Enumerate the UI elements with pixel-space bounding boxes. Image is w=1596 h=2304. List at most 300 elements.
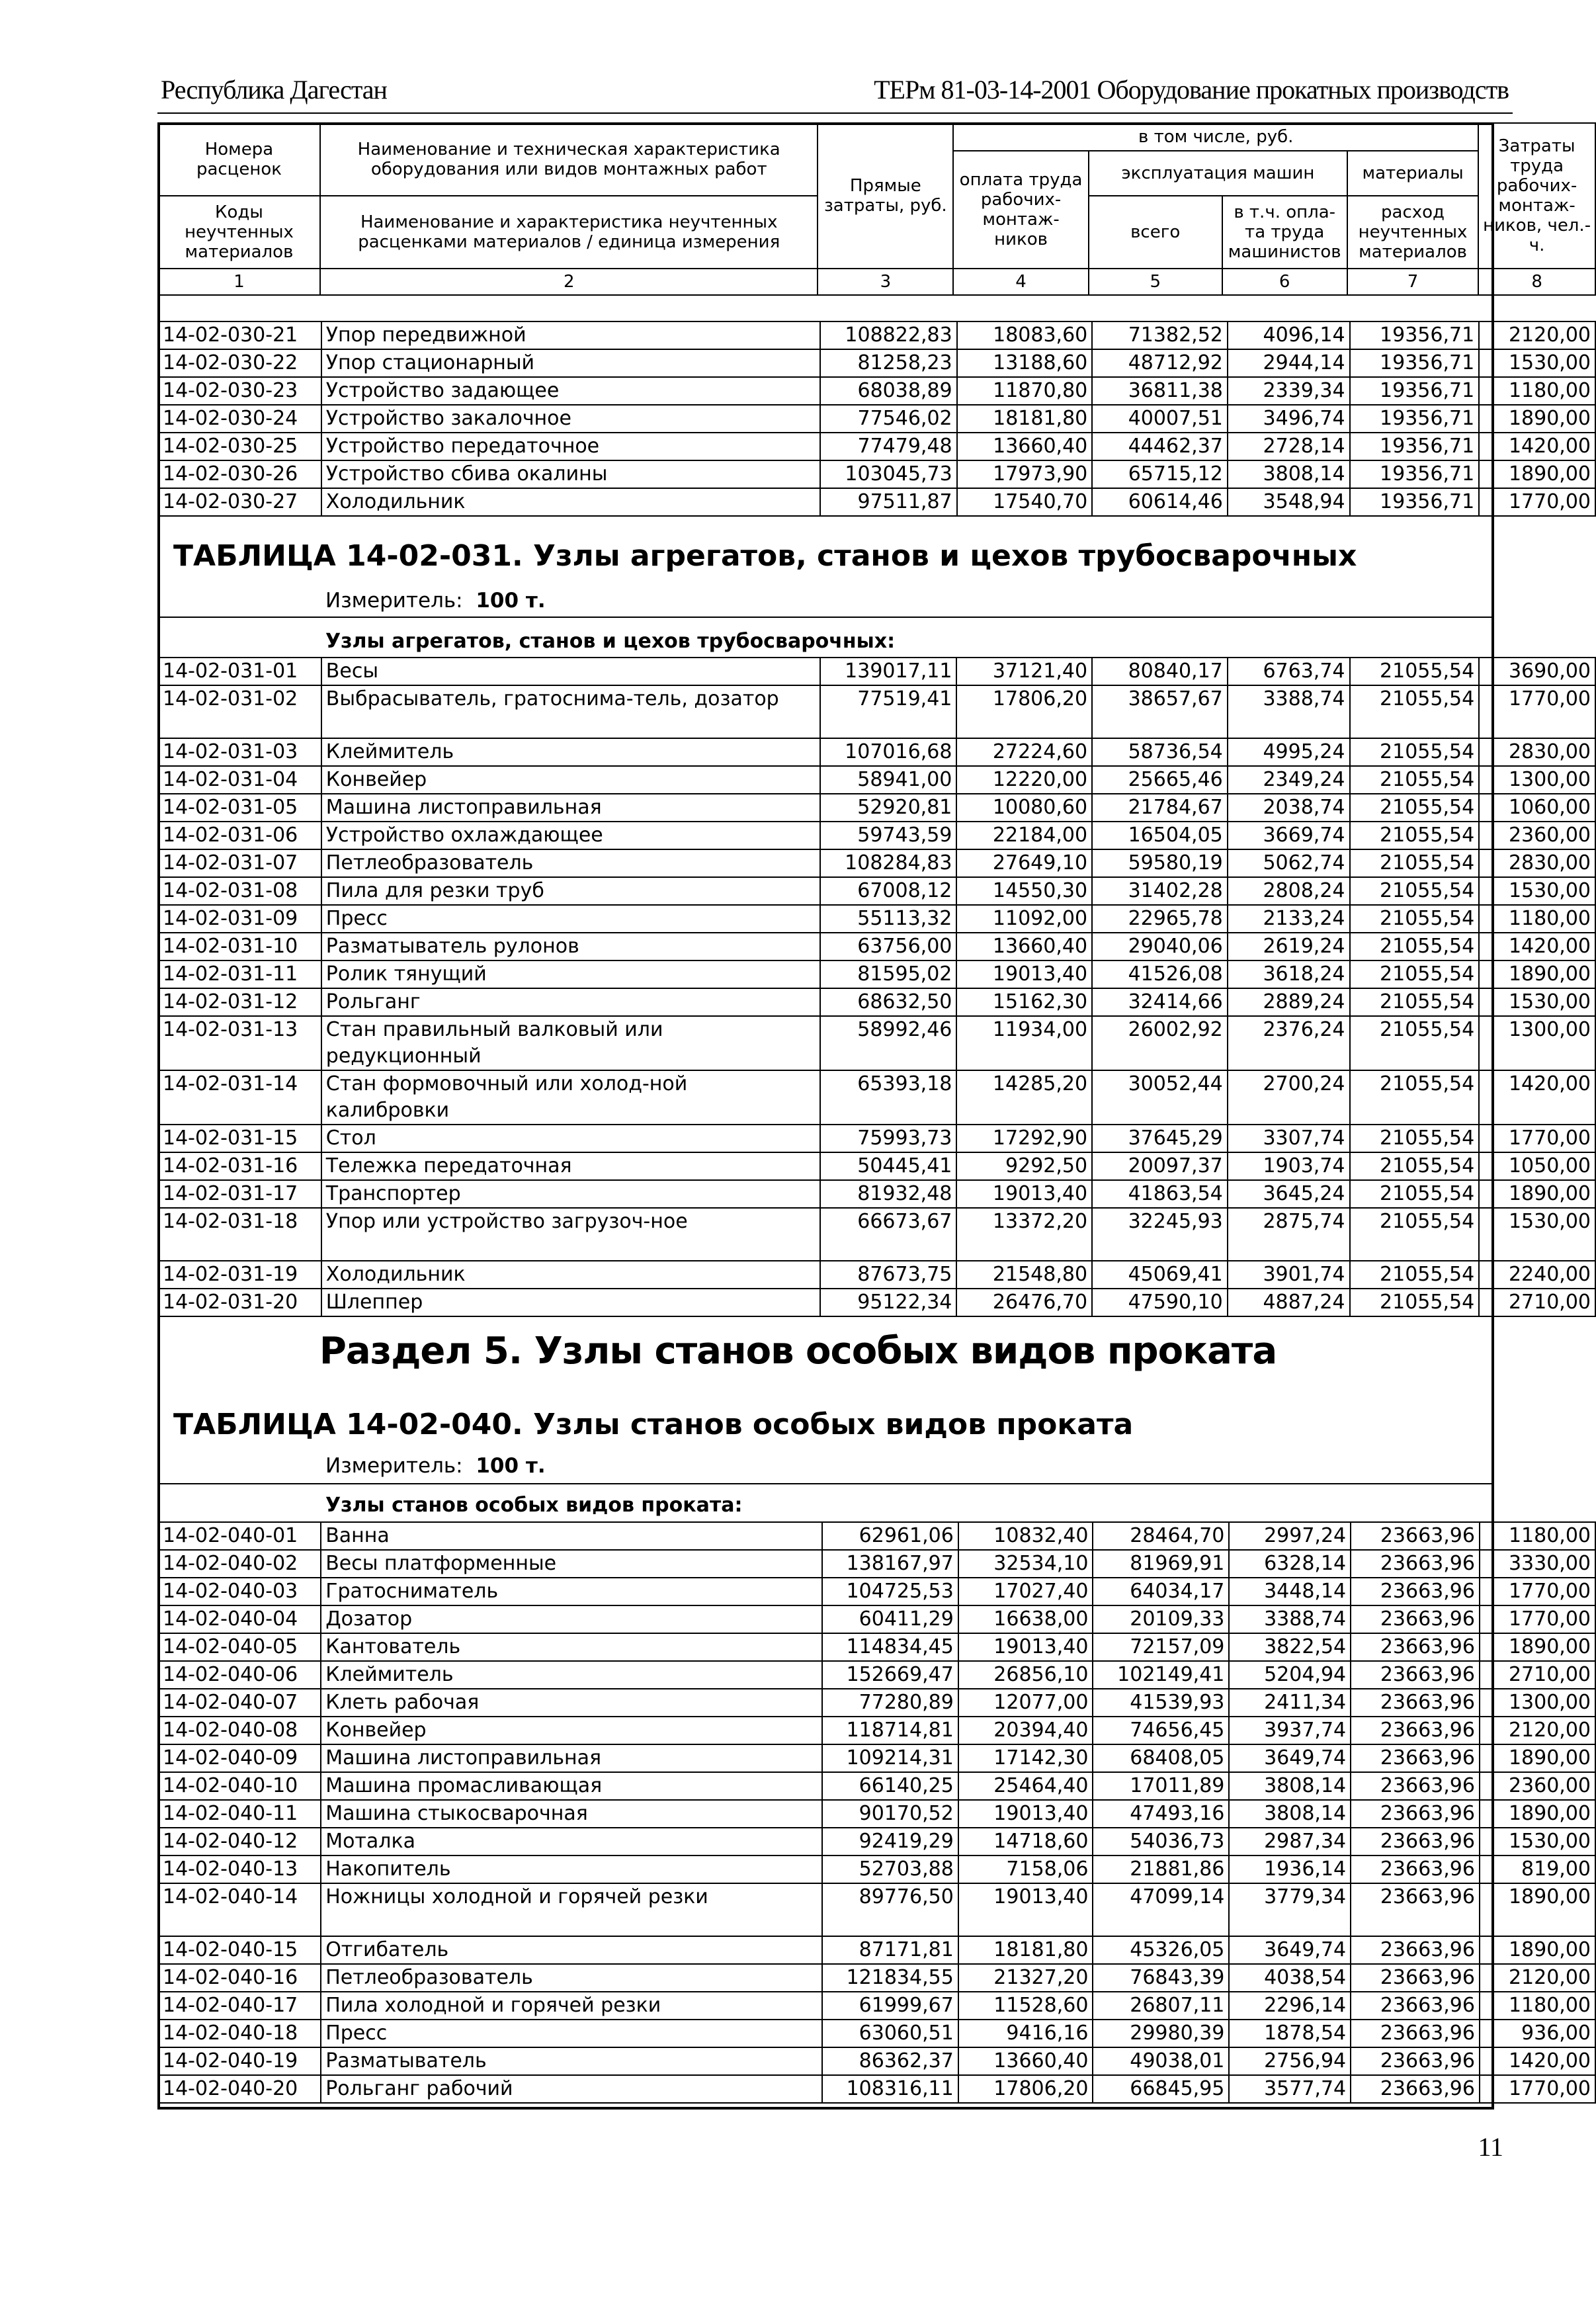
cell-hours: 1890,00 [1480,1936,1595,1964]
cell-mat: 21055,54 [1350,1125,1480,1152]
cell-hours: 1890,00 [1479,1180,1595,1208]
header-rule [157,112,1513,114]
cell-code: 14-02-031-16 [158,1152,321,1180]
cell-labor: 37121,40 [956,658,1092,685]
cell-direct: 52920,81 [820,794,957,822]
cell-name: Тележка передаточная [321,1152,820,1180]
cell-mat: 21055,54 [1350,1180,1480,1208]
cell-name: Моталка [321,1828,822,1856]
cell-mat: 23663,96 [1351,1856,1480,1883]
cell-code: 14-02-030-24 [158,405,321,433]
cell-mat: 21055,54 [1350,1016,1480,1070]
cell-code: 14-02-031-01 [158,658,321,685]
cell-mach_incl: 3618,24 [1228,960,1350,988]
cell-mach: 30052,44 [1092,1070,1228,1125]
cell-mach_incl: 3496,74 [1228,405,1350,433]
col-header-name: Наименование и техническая характеристика оборудования или видов монтажных работ [320,123,818,196]
cell-labor: 17027,40 [958,1578,1093,1605]
cell-direct: 59743,59 [820,822,957,849]
cell-name: Пила холодной и горячей резки [321,1992,822,2020]
cell-labor: 32534,10 [958,1550,1093,1578]
cell-name: Пресс [321,2020,822,2047]
cell-name: Ролик тянущий [321,960,820,988]
cell-mach: 45326,05 [1093,1936,1229,1964]
cell-mat: 21055,54 [1350,738,1480,766]
cell-hours: 2710,00 [1480,1661,1595,1689]
cell-mat: 21055,54 [1350,988,1480,1016]
cell-mach: 47099,14 [1093,1883,1229,1936]
cell-code: 14-02-031-15 [158,1125,321,1152]
cell-direct: 86362,37 [822,2047,958,2075]
cell-mach_incl: 3779,34 [1229,1883,1351,1936]
cell-hours: 2360,00 [1480,1772,1595,1800]
cell-mach: 32245,93 [1092,1208,1228,1261]
cell-labor: 19013,40 [956,960,1092,988]
cell-name: Кантователь [321,1633,822,1661]
cell-mat: 21055,54 [1350,766,1480,794]
cell-mach: 81969,91 [1093,1550,1229,1578]
cell-mach: 44462,37 [1092,433,1228,460]
cell-mach: 49038,01 [1093,2047,1229,2075]
cell-mach_incl: 3937,74 [1229,1717,1351,1744]
cell-mach_incl: 3548,94 [1228,488,1350,516]
cell-hours: 2120,00 [1479,321,1595,349]
col-header-incl: в том числе, руб. [953,123,1478,151]
col-number: 4 [953,269,1089,295]
cell-hours: 1530,00 [1480,1828,1595,1856]
cell-mach: 76843,39 [1093,1964,1229,1992]
cell-mach: 20097,37 [1092,1152,1228,1180]
cell-code: 14-02-040-13 [158,1856,321,1883]
cell-name: Гратосниматель [321,1578,822,1605]
cell-name: Стан правильный валковый или редукционный [321,1016,820,1070]
cell-code: 14-02-040-08 [158,1717,321,1744]
cell-labor: 18083,60 [957,321,1093,349]
cell-code: 14-02-031-14 [158,1070,321,1125]
cell-mach_incl: 5204,94 [1229,1661,1351,1689]
cell-labor: 19013,40 [958,1800,1093,1828]
cell-name: Разматыватель рулонов [321,933,820,960]
cell-mach: 31402,28 [1092,877,1228,905]
cell-code: 14-02-031-05 [158,794,321,822]
cell-name: Упор передвижной [321,321,820,349]
measure-label: Измеритель: [325,589,463,613]
cell-direct: 89776,50 [822,1883,958,1936]
cell-mat: 21055,54 [1350,685,1480,738]
cell-mach: 60614,46 [1092,488,1228,516]
cell-code: 14-02-040-11 [158,1800,321,1828]
cell-direct: 52703,88 [822,1856,958,1883]
cell-code: 14-02-040-20 [158,2075,321,2103]
cell-name: Ванна [321,1522,822,1550]
col-header-labor-cost: Затраты труда рабочих-монтаж-ников, чел.-ч. [1478,123,1595,269]
cell-hours: 1300,00 [1479,1016,1595,1070]
cell-mach_incl: 2339,34 [1228,377,1350,405]
cell-labor: 19013,40 [958,1633,1093,1661]
cell-name: Пила для резки труб [321,877,820,905]
cell-name: Дозатор [321,1605,822,1633]
cell-code: 14-02-040-02 [158,1550,321,1578]
cell-mach: 26002,92 [1092,1016,1228,1070]
cell-code: 14-02-040-17 [158,1992,321,2020]
cell-labor: 12220,00 [956,766,1092,794]
cell-direct: 97511,87 [820,488,957,516]
cell-mach_incl: 4995,24 [1228,738,1350,766]
col-header-materials-code: Коды неучтенных материалов [158,196,320,269]
cell-name: Упор или устройство загрузоч-ное [321,1208,820,1261]
cell-mach: 64034,17 [1093,1578,1229,1605]
cell-mat: 21055,54 [1350,794,1480,822]
cell-code: 14-02-031-03 [158,738,321,766]
cell-mach: 48712,92 [1092,349,1228,377]
col-header-materials: материалы [1347,151,1478,196]
cell-hours: 1890,00 [1479,405,1595,433]
cell-name: Пресс [321,905,820,933]
cell-labor: 13660,40 [957,433,1093,460]
col-header-mat-use: расход неучтенных материалов [1347,196,1478,269]
cell-mat: 19356,71 [1350,488,1480,516]
cell-name: Клеть рабочая [321,1689,822,1717]
cell-mach: 45069,41 [1092,1261,1228,1289]
cell-labor: 26856,10 [958,1661,1093,1689]
cell-mach_incl: 3808,14 [1229,1772,1351,1800]
cell-mach: 58736,54 [1092,738,1228,766]
cell-mat: 23663,96 [1351,2020,1480,2047]
cell-mach: 59580,19 [1092,849,1228,877]
cell-mach_incl: 3388,74 [1229,1605,1351,1633]
cell-code: 14-02-031-06 [158,822,321,849]
cell-direct: 108316,11 [822,2075,958,2103]
cell-name: Устройство закалочное [321,405,820,433]
cell-direct: 62961,06 [822,1522,958,1550]
cell-direct: 152669,47 [822,1661,958,1689]
cell-mach: 72157,09 [1093,1633,1229,1661]
cell-mat: 19356,71 [1350,460,1480,488]
cell-labor: 13660,40 [958,2047,1093,2075]
cell-labor: 17540,70 [957,488,1093,516]
cell-name: Рольганг [321,988,820,1016]
cell-direct: 121834,55 [822,1964,958,1992]
cell-name: Машина промасливающая [321,1772,822,1800]
cell-hours: 1420,00 [1480,2047,1595,2075]
cell-hours: 2710,00 [1479,1289,1595,1316]
cell-direct: 107016,68 [820,738,957,766]
cell-name: Транспортер [321,1180,820,1208]
cell-mach_incl: 2987,34 [1229,1828,1351,1856]
cell-labor: 14285,20 [956,1070,1092,1125]
cell-labor: 13372,20 [956,1208,1092,1261]
cell-mach_incl: 2376,24 [1228,1016,1350,1070]
cell-direct: 55113,32 [820,905,957,933]
cell-mat: 23663,96 [1351,1772,1480,1800]
cell-name: Ножницы холодной и горячей резки [321,1883,822,1936]
col-header-mach-total: всего [1089,196,1222,269]
cell-name: Петлеобразователь [321,849,820,877]
cell-direct: 63060,51 [822,2020,958,2047]
cell-hours: 2120,00 [1480,1964,1595,1992]
cell-name: Стол [321,1125,820,1152]
cell-labor: 20394,40 [958,1717,1093,1744]
cell-hours: 1420,00 [1479,433,1595,460]
col-number: 1 [158,269,320,295]
cell-mach_incl: 2038,74 [1228,794,1350,822]
cell-hours: 1180,00 [1479,905,1595,933]
cell-name: Конвейер [321,1717,822,1744]
cell-code: 14-02-040-14 [158,1883,321,1936]
cell-direct: 90170,52 [822,1800,958,1828]
cell-code: 14-02-040-15 [158,1936,321,1964]
cell-mach: 17011,89 [1093,1772,1229,1800]
cell-hours: 1180,00 [1479,377,1595,405]
cell-labor: 19013,40 [956,1180,1092,1208]
cell-labor: 13660,40 [956,933,1092,960]
cell-direct: 58941,00 [820,766,957,794]
cell-mat: 19356,71 [1350,321,1480,349]
cell-mach: 20109,33 [1093,1605,1229,1633]
cell-mach_incl: 3649,74 [1229,1936,1351,1964]
cell-direct: 60411,29 [822,1605,958,1633]
cell-labor: 9416,16 [958,2020,1093,2047]
cell-mach: 22965,78 [1092,905,1228,933]
cell-hours: 1890,00 [1480,1883,1595,1936]
cell-mach_incl: 3645,24 [1228,1180,1350,1208]
cell-labor: 7158,06 [958,1856,1093,1883]
cell-hours: 1770,00 [1480,1605,1595,1633]
cell-mach: 41539,93 [1093,1689,1229,1717]
cell-mach: 32414,66 [1092,988,1228,1016]
cell-mach_incl: 3307,74 [1228,1125,1350,1152]
col-header-labor: оплата труда рабочих-монтаж-ников [953,151,1089,269]
cell-hours: 1530,00 [1479,877,1595,905]
cell-mat: 23663,96 [1351,1800,1480,1828]
cell-mach: 29980,39 [1093,2020,1229,2047]
page-number: 11 [1478,2132,1503,2162]
cell-mach: 102149,41 [1093,1661,1229,1689]
cell-mach: 41863,54 [1092,1180,1228,1208]
header-region: Республика Дагестан [161,75,387,105]
cell-labor: 10080,60 [956,794,1092,822]
cell-mach_incl: 2133,24 [1228,905,1350,933]
cell-mach: 29040,06 [1092,933,1228,960]
cell-code: 14-02-030-23 [158,377,321,405]
cell-direct: 139017,11 [820,658,957,685]
cell-mach_incl: 2875,74 [1228,1208,1350,1261]
cell-mach: 54036,73 [1093,1828,1229,1856]
cell-code: 14-02-030-25 [158,433,321,460]
cell-code: 14-02-040-07 [158,1689,321,1717]
cell-code: 14-02-030-26 [158,460,321,488]
cell-direct: 81932,48 [820,1180,957,1208]
cell-direct: 65393,18 [820,1070,957,1125]
header-document-code: ТЕРм 81-03-14-2001 Оборудование прокатных производств [874,75,1509,105]
cell-code: 14-02-031-18 [158,1208,321,1261]
cell-mat: 23663,96 [1351,1883,1480,1936]
cell-hours: 1420,00 [1479,1070,1595,1125]
cell-labor: 22184,00 [956,822,1092,849]
cell-hours: 1890,00 [1479,460,1595,488]
cell-direct: 81595,02 [820,960,957,988]
cell-code: 14-02-040-04 [158,1605,321,1633]
cell-labor: 27649,10 [956,849,1092,877]
cell-direct: 66673,67 [820,1208,957,1261]
cell-direct: 68632,50 [820,988,957,1016]
cell-code: 14-02-031-08 [158,877,321,905]
cell-hours: 1530,00 [1479,1208,1595,1261]
cell-code: 14-02-030-22 [158,349,321,377]
cell-mach_incl: 3822,54 [1229,1633,1351,1661]
cell-code: 14-02-031-17 [158,1180,321,1208]
cell-mach_incl: 5062,74 [1228,849,1350,877]
cell-mach: 74656,45 [1093,1717,1229,1744]
cell-hours: 936,00 [1480,2020,1595,2047]
cell-name: Разматыватель [321,2047,822,2075]
cell-mach: 36811,38 [1092,377,1228,405]
cell-mach_incl: 1936,14 [1229,1856,1351,1883]
cell-hours: 2120,00 [1480,1717,1595,1744]
section-heading: Раздел 5. Узлы станов особых видов проката [319,1330,1277,1373]
cell-mach: 65715,12 [1092,460,1228,488]
cell-hours: 3330,00 [1480,1550,1595,1578]
cell-mat: 19356,71 [1350,349,1480,377]
cell-mach: 80840,17 [1092,658,1228,685]
cell-direct: 77546,02 [820,405,957,433]
cell-labor: 17292,90 [956,1125,1092,1152]
cell-mach_incl: 3649,74 [1229,1744,1351,1772]
cell-hours: 1530,00 [1479,349,1595,377]
col-header-code: Номера расценок [158,123,320,196]
cell-labor: 21327,20 [958,1964,1093,1992]
cell-mat: 19356,71 [1350,377,1480,405]
cell-hours: 1770,00 [1479,1125,1595,1152]
cell-mach_incl: 4038,54 [1229,1964,1351,1992]
cell-direct: 118714,81 [822,1717,958,1744]
cell-mat: 23663,96 [1351,1828,1480,1856]
cell-mat: 23663,96 [1351,1633,1480,1661]
cell-code: 14-02-031-12 [158,988,321,1016]
cell-direct: 108284,83 [820,849,957,877]
cell-name: Холодильник [321,1261,820,1289]
cell-mach_incl: 2411,34 [1229,1689,1351,1717]
cell-labor: 18181,80 [957,405,1093,433]
cell-direct: 77519,41 [820,685,957,738]
cell-name: Конвейер [321,766,820,794]
cell-hours: 1890,00 [1479,960,1595,988]
cell-mat: 21055,54 [1350,1289,1480,1316]
cell-direct: 87171,81 [822,1936,958,1964]
cell-hours: 2360,00 [1479,822,1595,849]
cell-mat: 23663,96 [1351,1717,1480,1744]
cell-hours: 1890,00 [1480,1633,1595,1661]
cell-mat: 21055,54 [1350,658,1480,685]
cell-labor: 15162,30 [956,988,1092,1016]
measure-label: Измеритель: [325,1454,463,1478]
cell-mach: 47493,16 [1093,1800,1229,1828]
cell-direct: 50445,41 [820,1152,957,1180]
cell-name: Устройство передаточное [321,433,820,460]
cell-mat: 21055,54 [1350,822,1480,849]
cell-mat: 23663,96 [1351,1936,1480,1964]
cell-direct: 104725,53 [822,1578,958,1605]
col-header-materials-name: Наименование и характеристика неучтенных расценками материалов / единица измерения [320,196,818,269]
cell-mach_incl: 2944,14 [1228,349,1350,377]
cell-mach_incl: 1878,54 [1229,2020,1351,2047]
cell-code: 14-02-031-02 [158,685,321,738]
cell-labor: 21548,80 [956,1261,1092,1289]
cell-code: 14-02-040-16 [158,1964,321,1992]
cell-code: 14-02-040-06 [158,1661,321,1689]
cell-direct: 109214,31 [822,1744,958,1772]
cell-mach: 66845,95 [1093,2075,1229,2103]
cell-mat: 23663,96 [1351,1522,1480,1550]
cell-mat: 23663,96 [1351,1605,1480,1633]
cell-labor: 12077,00 [958,1689,1093,1717]
col-number: 8 [1478,269,1595,295]
cell-code: 14-02-030-21 [158,321,321,349]
cell-name: Весы [321,658,820,685]
cell-labor: 11528,60 [958,1992,1093,2020]
cell-mach: 16504,05 [1092,822,1228,849]
cell-labor: 11092,00 [956,905,1092,933]
cell-mat: 23663,96 [1351,2047,1480,2075]
cell-mach: 25665,46 [1092,766,1228,794]
cell-name: Машина листоправильная [321,794,820,822]
cell-mat: 23663,96 [1351,1689,1480,1717]
cell-mach_incl: 3577,74 [1229,2075,1351,2103]
cell-hours: 2830,00 [1479,738,1595,766]
cell-name: Клеймитель [321,738,820,766]
cell-labor: 14550,30 [956,877,1092,905]
cell-direct: 58992,46 [820,1016,957,1070]
cell-mach: 40007,51 [1092,405,1228,433]
cell-name: Шлеппер [321,1289,820,1316]
col-number: 7 [1347,269,1478,295]
cell-code: 14-02-031-19 [158,1261,321,1289]
cell-labor: 25464,40 [958,1772,1093,1800]
cell-mach: 68408,05 [1093,1744,1229,1772]
cell-mach_incl: 3901,74 [1228,1261,1350,1289]
cell-labor: 26476,70 [956,1289,1092,1316]
col-number: 5 [1089,269,1222,295]
table-subtitle-031: Узлы агрегатов, станов и цехов трубосварочных: [325,630,896,653]
cell-mat: 23663,96 [1351,2075,1480,2103]
cell-code: 14-02-040-01 [158,1522,321,1550]
cell-labor: 13188,60 [957,349,1093,377]
cell-mat: 21055,54 [1350,960,1480,988]
cell-code: 14-02-031-13 [158,1016,321,1070]
cell-name: Выбрасыватель, гратоснима-тель, дозатор [321,685,820,738]
cell-name: Упор стационарный [321,349,820,377]
cell-code: 14-02-040-18 [158,2020,321,2047]
cell-mat: 21055,54 [1350,877,1480,905]
cell-code: 14-02-031-07 [158,849,321,877]
cell-mat: 23663,96 [1351,1661,1480,1689]
measure-value: 100 т. [476,1454,546,1478]
cell-direct: 138167,97 [822,1550,958,1578]
cell-hours: 1770,00 [1480,2075,1595,2103]
cell-labor: 10832,40 [958,1522,1093,1550]
cell-hours: 3690,00 [1479,658,1595,685]
cell-mach_incl: 3669,74 [1228,822,1350,849]
cell-labor: 19013,40 [958,1883,1093,1936]
cell-name: Накопитель [321,1856,822,1883]
cell-hours: 1420,00 [1479,933,1595,960]
cell-name: Устройство задающее [321,377,820,405]
cell-mach_incl: 6328,14 [1229,1550,1351,1578]
cell-mach_incl: 2619,24 [1228,933,1350,960]
cell-hours: 2830,00 [1479,849,1595,877]
cell-direct: 68038,89 [820,377,957,405]
table-title-040: ТАБЛИЦА 14-02-040. Узлы станов особых видов проката [173,1408,1134,1441]
